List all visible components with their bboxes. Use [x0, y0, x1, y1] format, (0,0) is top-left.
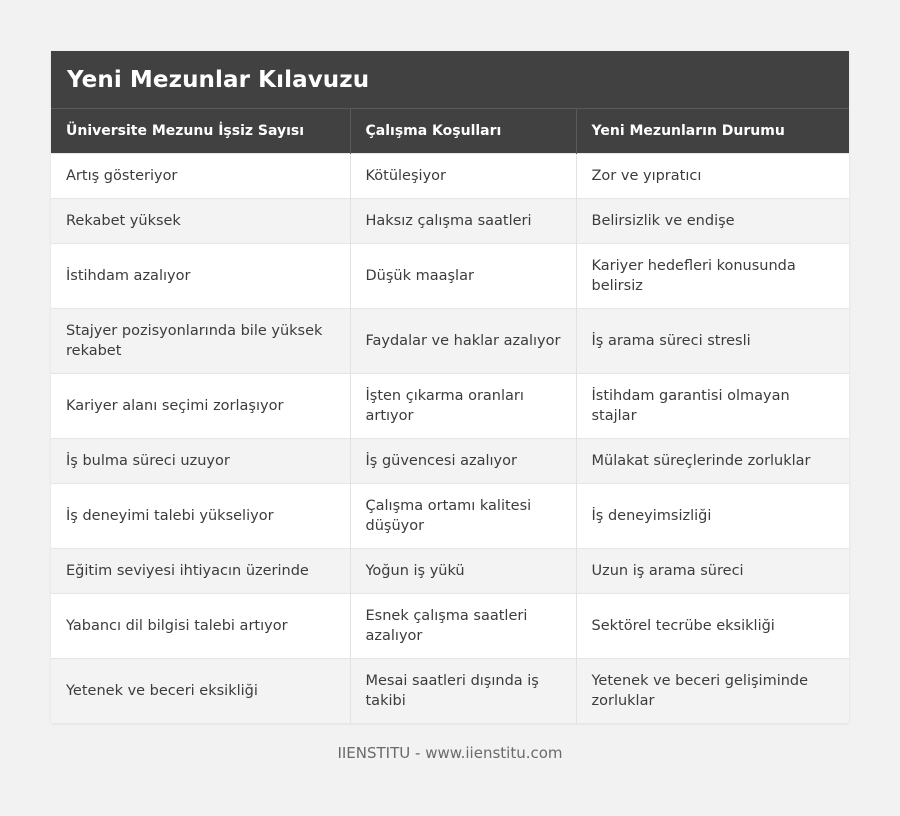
table-cell: Düşük maaşlar: [350, 244, 576, 309]
title-bar: [51, 51, 849, 109]
table-row: [51, 244, 849, 309]
table-header-row: [51, 109, 849, 154]
table-cell: Yabancı dil bilgisi talebi artıyor: [51, 594, 350, 659]
table-cell: İş arama süreci stresli: [576, 309, 849, 374]
table-cell: İş bulma süreci uzuyor: [51, 439, 350, 484]
table-row: [51, 199, 849, 244]
table-cell: Eğitim seviyesi ihtiyacın üzerinde: [51, 549, 350, 594]
table-cell: Kötüleşiyor: [350, 154, 576, 199]
column-header-status: Yeni Mezunların Durumu: [576, 109, 849, 154]
column-header-conditions: Çalışma Koşulları: [350, 109, 576, 154]
table-cell: Çalışma ortamı kalitesi düşüyor: [350, 484, 576, 549]
table-row: [51, 484, 849, 549]
table-cell: İş deneyimi talebi yükseliyor: [51, 484, 350, 549]
table-cell: Faydalar ve haklar azalıyor: [350, 309, 576, 374]
table-cell: Esnek çalışma saatleri azalıyor: [350, 594, 576, 659]
page-title: Yeni Mezunlar Kılavuzu: [67, 66, 370, 93]
table-cell: Zor ve yıpratıcı: [576, 154, 849, 199]
table-cell: İstihdam garantisi olmayan stajlar: [576, 374, 849, 439]
table-cell: Belirsizlik ve endişe: [576, 199, 849, 244]
table-row: [51, 154, 849, 199]
table-cell: Stajyer pozisyonlarında bile yüksek rekabet: [51, 309, 350, 374]
table-cell: İş deneyimsizliği: [576, 484, 849, 549]
table-cell: İşten çıkarma oranları artıyor: [350, 374, 576, 439]
table-cell: Kariyer hedefleri konusunda belirsiz: [576, 244, 849, 309]
table-row: [51, 439, 849, 484]
table-cell: Mesai saatleri dışında iş takibi: [350, 659, 576, 724]
table-cell: Mülakat süreçlerinde zorluklar: [576, 439, 849, 484]
table-row: [51, 659, 849, 724]
table-cell: Yetenek ve beceri eksikliği: [51, 659, 350, 724]
footer-credit: IIENSTITU - www.iienstitu.com: [337, 744, 563, 762]
table-cell: Yetenek ve beceri gelişiminde zorluklar: [576, 659, 849, 724]
table-cell: Yoğun iş yükü: [350, 549, 576, 594]
table-row: [51, 309, 849, 374]
table-row: [51, 594, 849, 659]
table-cell: Artış gösteriyor: [51, 154, 350, 199]
table-cell: İş güvencesi azalıyor: [350, 439, 576, 484]
table-cell: Rekabet yüksek: [51, 199, 350, 244]
table-row: [51, 549, 849, 594]
table-row: [51, 374, 849, 439]
guide-table: [51, 109, 849, 723]
table-cell: İstihdam azalıyor: [51, 244, 350, 309]
table-cell: Kariyer alanı seçimi zorlaşıyor: [51, 374, 350, 439]
table-cell: Uzun iş arama süreci: [576, 549, 849, 594]
table-cell: Haksız çalışma saatleri: [350, 199, 576, 244]
table-cell: Sektörel tecrübe eksikliği: [576, 594, 849, 659]
guide-card: [51, 51, 849, 723]
column-header-unemployed: Üniversite Mezunu İşsiz Sayısı: [51, 109, 350, 154]
